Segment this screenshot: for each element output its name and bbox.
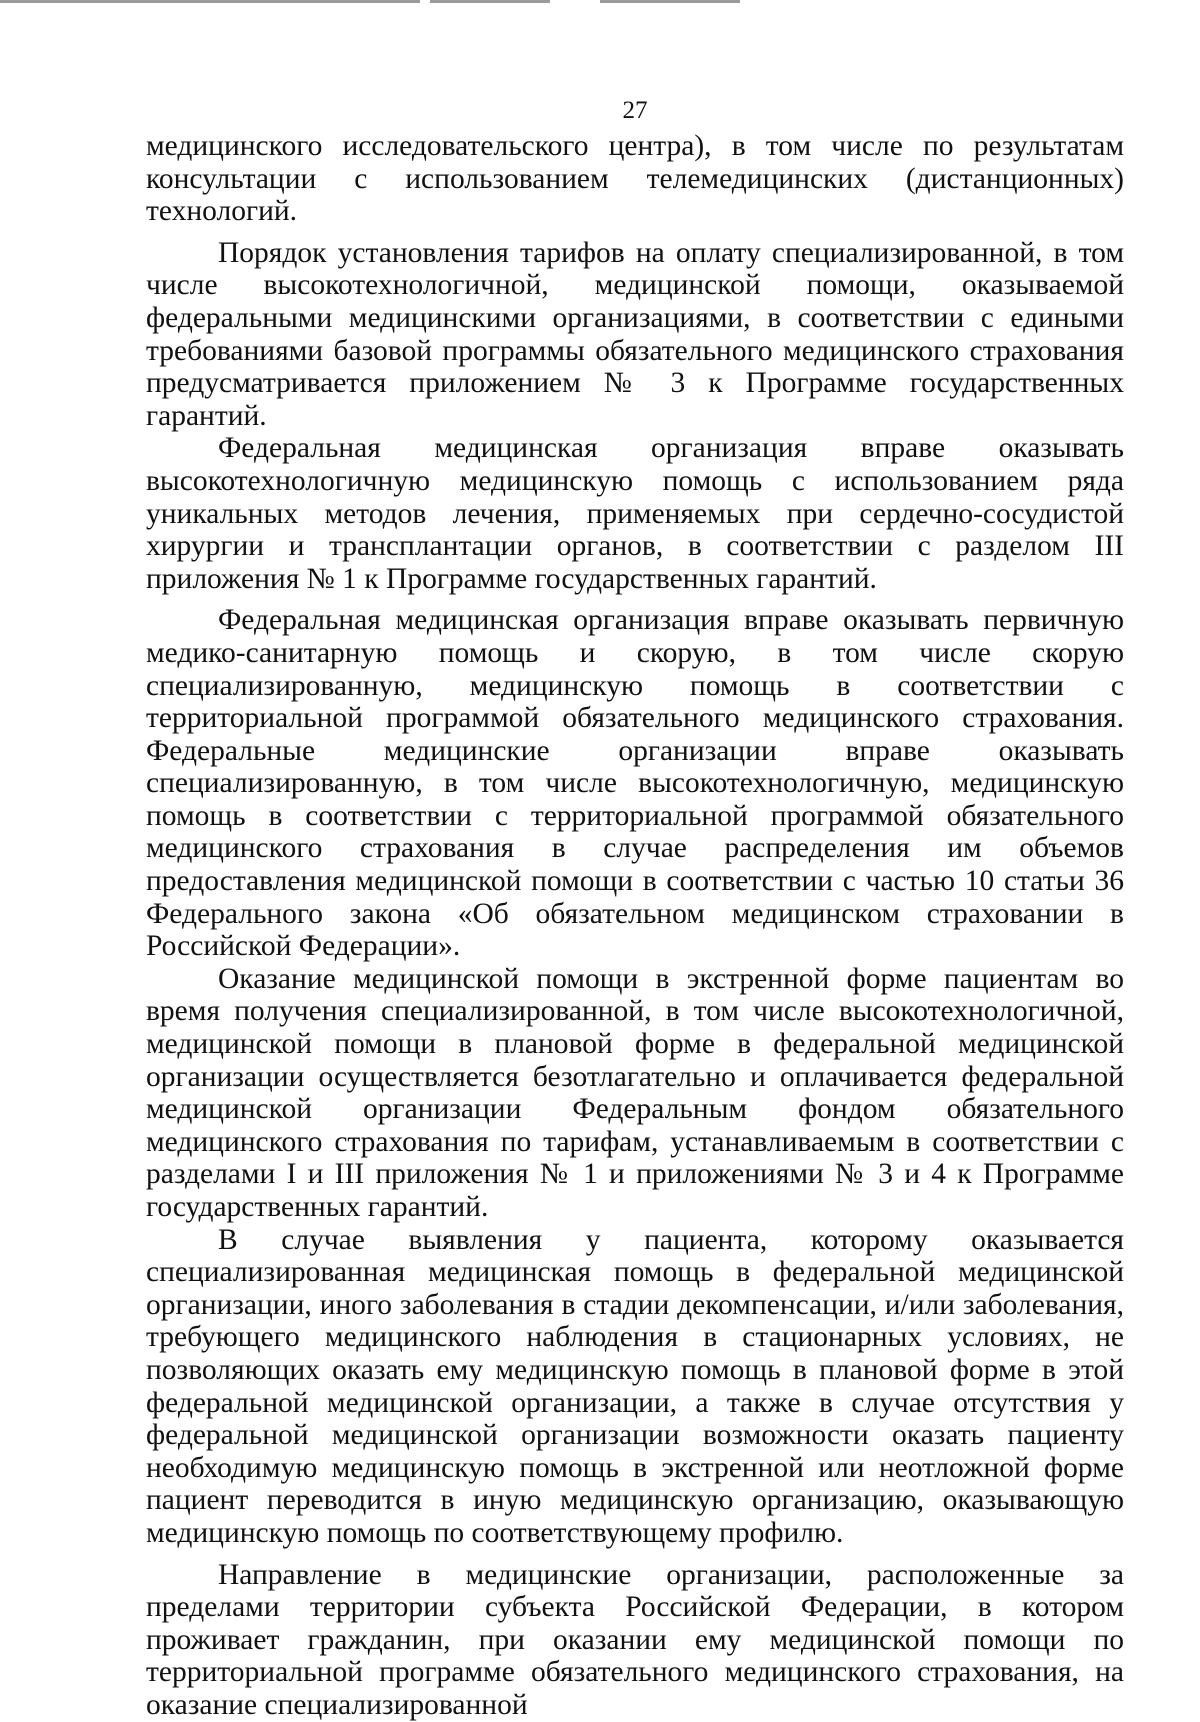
paragraph-7: Направление в медицинские организации, расположенные за пределами территории субъекта Российской Федерации, в котором проживает гражданин, при оказании ему медицинской помощи по территориальной программе обязательного медицинского страхования, на оказание специализированной xyxy=(146,1558,1124,1721)
page-number: 27 xyxy=(622,97,648,124)
document-page xyxy=(146,96,1124,1722)
paragraph-3: Федеральная медицинская организация вправе оказывать высокотехнологичную медицинскую помощь с использованием ряда уникальных методов лечения, применяемых при сердечно-сосудистой хирургии и трансплантации органов, в соответствии с разделом III приложения № 1 к Программе государственных гарантий. xyxy=(146,432,1124,595)
paragraph-6: В случае выявления у пациента, которому оказывается специализированная медицинская помощь в федеральной медицинской организации, иного заболевания в стадии декомпенсации, и/или заболевания, требующего медицинского наблюдения в стационарных условиях, не позволяющих оказать ему медицинскую помощь в плановой форме в этой федеральной медицинской организации, а также в случае отсутствия у федеральной медицинской организации возможности оказать пациенту необходимую медицинскую помощь в экстренной или неотложной форме пациент переводится в иную медицинскую организацию, оказывающую медицинскую помощь по соответствующему профилю. xyxy=(146,1223,1124,1549)
scan-edge-artifact xyxy=(0,0,1200,6)
paragraph-5: Оказание медицинской помощи в экстренной форме пациентам во время получения специализированной, в том числе высокотехнологичной, медицинской помощи в плановой форме в федеральной медицинской организации осуществляется безотлагательно и оплачивается федеральной медицинской организации Федеральным фондом обязательного медицинского страхования по тарифам, устанавливаемым в соответствии с разделами I и III приложения № 1 и приложениями № 3 и 4 к Программе государственных гарантий. xyxy=(146,962,1124,1223)
paragraph-4: Федеральная медицинская организация вправе оказывать первичную медико-санитарную помощь и скорую, в том числе скорую специализированную, медицинскую помощь в соответствии с территориальной программой обязательного медицинского страхования. Федеральные медицинские организации вправе оказывать специализированную, в том числе высокотехнологичную, медицинскую помощь в соответствии с территориальной программой обязательного медицинского страхования в случае распределения им объемов предоставления медицинской помощи в соответствии с частью 10 статьи 36 Федерального закона «Об обязательном медицинском страховании в Российской Федерации». xyxy=(146,604,1124,963)
paragraph-2: Порядок установления тарифов на оплату специализированной, в том числе высокотехнологичной, медицинской помощи, оказываемой федеральными медицинскими организациями, в соответствии с едиными требованиями базовой программы обязательного медицинского страхования предусматривается приложением № 3 к Программе государственных гарантий. xyxy=(146,236,1124,432)
paragraph-1: медицинского исследовательского центра), в том числе по результатам консультации с использованием телемедицинских (дистанционных) технологий. xyxy=(146,130,1124,228)
